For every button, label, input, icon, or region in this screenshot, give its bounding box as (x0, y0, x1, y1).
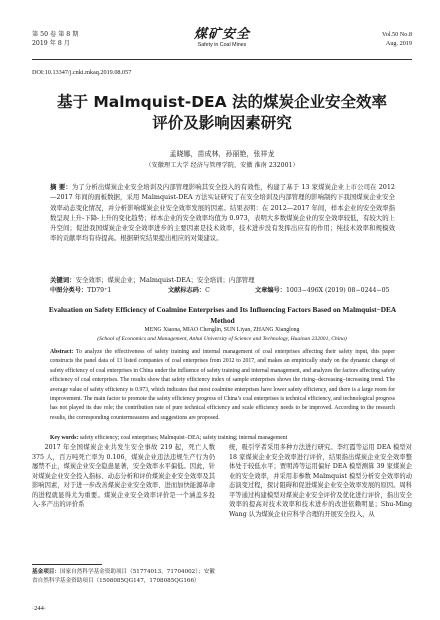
date-en: Aug. 2019 (385, 40, 412, 47)
abstract-cn (50, 182, 395, 244)
page-number: ·244· (32, 605, 47, 612)
footnote-label: 基金项目： (32, 569, 60, 575)
title-line-2: 评价及影响因素研究 (152, 114, 292, 132)
clc-value: TD79⁺1 (87, 287, 112, 294)
header-right (382, 30, 412, 48)
clc-label: 中图分类号： (50, 287, 88, 294)
article-title-cn (32, 92, 412, 134)
header-rule (32, 59, 412, 60)
authors-en: MENG Xiaona, MIAO Chenglin, SUN Liyan, ZHANG Xianglong (144, 327, 300, 333)
doc-code-value: C (205, 287, 210, 294)
header-left (32, 30, 78, 48)
article-title-en: Evaluation on Safety Efficiency of Coalmine Enterprises and Its Influencing Factors Based on Malmquist−DEA Method (48, 305, 397, 325)
date-cn: 2019 年 8 月 (32, 40, 70, 47)
article-number-value: 1003−496X (2019) 08−0244−05 (285, 287, 390, 294)
volume-issue-en: Vol.50 No.8 (382, 31, 412, 38)
abstract-cn-label: 摘 要： (50, 183, 72, 191)
clc-number (50, 286, 111, 295)
keywords-cn-text: 安全效率；煤炭企业；Malmquist-DEA；安全培训；内部管理 (75, 276, 255, 284)
running-header (32, 27, 412, 57)
abstract-en (50, 348, 395, 423)
keywords-cn-label: 关键词： (50, 276, 76, 284)
article-number (255, 286, 389, 295)
document-code (168, 286, 210, 295)
body-column-left (32, 443, 215, 510)
journal-name-en: Safety in Coal Mines (197, 42, 247, 48)
abstract-en-text: To analyze the effectiveness of safety training and internal management of coal enterprises affecting their safety input, this paper constructs the panel data of 13 listed companies of coal enterprises from 2012 to 2017, and makes an empirically study on the dynamic change of safety efficiency of coal enterprises in China under the influence of safety training and internal management, and analyzes the factors affecting safety efficiency of coal enterprises. The results show that safety efficiency index of sample enterprises shows the rising−decreasing−increasing trend. The average value of safety efficiency is 0.973, which indicates that most coalmine enterprises have lower safety efficiency, and there is a large room for improvement. The main factor to promote the safety efficiency progress of China’s coal enterprises is technical efficiency, and technological progress has not played its due role; the contribution rate of pure technical efficiency and scale efficiency needs to be improved. According to the research results, the corresponding countermeasures and suggestions are proposed. (50, 349, 395, 421)
title-line-1: 基于 Malmquist-DEA 法的煤炭企业安全效率 (56, 93, 388, 111)
journal-logo (172, 27, 272, 49)
footnote-text: 国家自然科学基金资助项目（51774013，71704002）；安徽省自然科学基金资助项目（1508085QG147，1708085QG166） (32, 569, 215, 584)
doc-code-label: 文献标志码： (168, 287, 206, 294)
doi: DOI:10.13347/j.cnki.mkaq.2019.08.057 (32, 69, 132, 76)
affiliation-cn: （安徽理工大学 经济与管理学院，安徽 淮南 232001） (145, 162, 299, 169)
keywords-en (50, 434, 395, 443)
authors-cn: 孟晓娜，苗成林，孙丽艳，张祥龙 (169, 150, 275, 158)
keywords-cn (50, 276, 395, 285)
keywords-en-text: safety efficiency; coal enterprises; Malmquist−DEA; safety training; internal management (79, 435, 288, 441)
article-number-label: 文章编号： (255, 287, 286, 294)
abstract-cn-text: 为了分析出煤炭企业安全培训及内部管理影响其安全投入的有效性，构建了基于 13 家煤炭企业上市公司在 2012—2017 年间的面板数据，采用 Malmquist-DEA 方法实证研究了在安全培训及内部管理的影响制约下我国煤炭企业安全效率动态变化情况，并分析影响煤炭企业安全效率发展的因素。结果表明：在 2012—2017 年间，样本企业的安全效率指数呈现上升-下降-上升的变化趋势；样本企业的安全效率均值为 0.973，表明大多数煤炭企业的安全效率较低，有较大的上升空间；促进我国煤炭企业安全效率进步的主要因素是技术效率，技术进步没有发挥出应有的作用；纯技术效率和规模效率的贡献率均有待提高。根据研究结果提出相应的对策建议。 (50, 183, 395, 243)
affiliation-en: (School of Economics and Management, Anhui University of Science and Technology, Huainan 232001, China) (97, 336, 347, 342)
volume-issue-cn: 第 50 卷 第 8 期 (32, 31, 79, 38)
abstract-en-label: Abstract: (50, 349, 74, 355)
footnote-rule (32, 564, 102, 565)
body-paragraph: 2017 年全国煤炭企业共发生安全事故 219 起，死亡人数 375 人，百万吨死亡率为 0.106，煤炭企业违法违规生产行为仍屡禁不止，煤炭企业安全隐患显著，安全效率水平偏低。因此，针对煤炭企业安全投入指标、动态分析和评价煤炭企业安全效率及其影响因素，对于进一步改善煤炭企业安全效率、进而加快能源革命的进程就显得尤为重要。煤炭企业安全效率评价是一个涵盖多投入-多产出的评价系 (32, 444, 215, 508)
footnote-funding (32, 568, 215, 585)
journal-name-cn: 煤矿安全 (193, 27, 250, 42)
body-paragraph-continued: 统，吸引学者采用多种方法进行研究。李红霞等运用 DEA 模型对 18 家煤炭企业安全效率进行评价，结果指出煤炭企业安全效率整体处于较低水平；贾明涛等运用偏好 DEA 模型测算 39 家煤炭企业的安全效率，并采用非参数 Malmquist 模型分析安全效率的动态演变过程，探讨阻碍和促进煤炭企业安全效率发展的原因。周科平等通过构建模型对煤炭企业安全评价及优化进行评价，指出安全效率的提高对技术效率和技术进步的改进依赖明显；Shu-Ming Wang 认为煤炭企业应科学合理的开展安全投入，从 (229, 444, 412, 518)
body-column-right (229, 443, 412, 519)
keywords-en-label: Key words: (50, 435, 79, 441)
